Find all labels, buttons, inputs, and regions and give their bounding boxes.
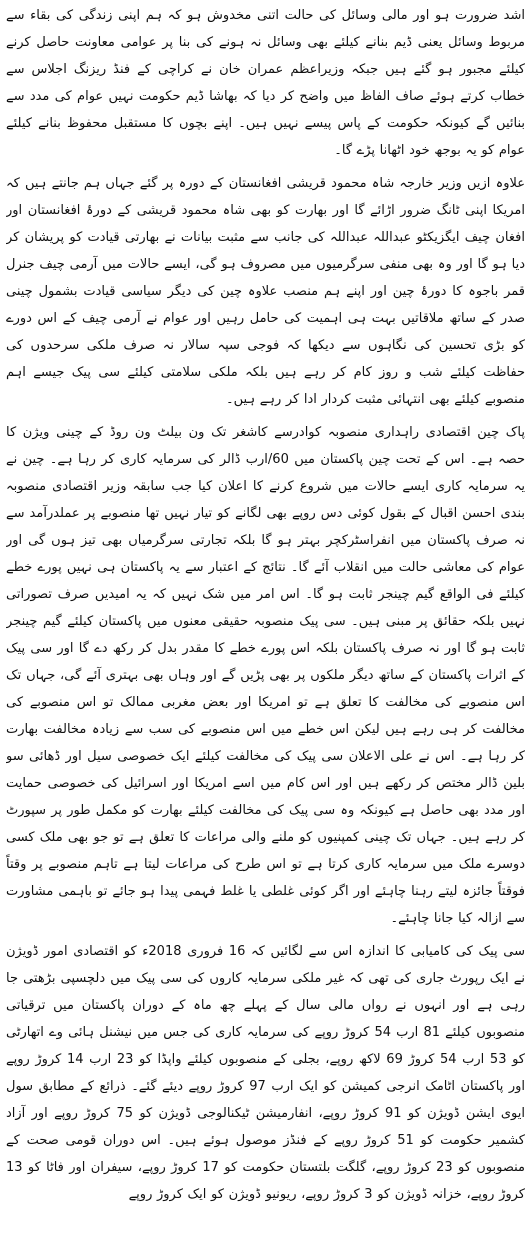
paragraph-cpec-investment-report: سی پیک کی کامیابی کا اندازہ اس سے لگائیں کہ 16 فروری 2018ء کو اقتصادی امور ڈویژن نے ایک رپورٹ جاری کی تھی کہ غیر ملکی سرمایہ کاروں کی سی پیک میں دلچسپی بڑھتی جا رہی ہے اور انہوں نے رواں مالی سال کے پہلے چھ ماہ کے دوران پاکستان میں ترقیاتی منصوبوں کیلئے 81 ارب 54 کروڑ روپے کی سرمایہ کاری کی جس میں نیشنل ہائی وے اتھارٹی کو 53 ارب 54 کروڑ 69 لاکھ روپے، بجلی کے منصوبوں کیلئے واپڈا کو 23 ارب 14 کروڑ روپے اور پاکستان اٹامک انرجی کمیشن کو ایک ارب 97 کروڑ روپے دیئے گئے۔ ذرائع کے مطابق سول ایوی ایشن ڈویژن کو 91 کروڑ روپے، انفارمیشن ٹیکنالوجی ڈویژن کو 75 کروڑ روپے اور آزاد کشمیر حکومت کو 51 کروڑ روپے کے فنڈز موصول ہوئے ہیں۔ اس دوران قومی صحت کے منصوبوں کو 23 کروڑ روپے، گلگت بلتستان حکومت کو 17 کروڑ روپے، سیفران اور فاٹا کو 13 کروڑ روپے، خزانہ ڈویژن کو 3 کروڑ روپے، ریونیو ڈویژن کو ایک کروڑ روپے (6, 944, 525, 1202)
paragraph-cpec-overview: پاک چین اقتصادی راہداری منصوبہ کوادرسے کاشغر تک ون بیلٹ ون روڈ کے چینی ویژن کا حصہ ہے۔ اس کے تحت چین پاکستان میں 60/ارب ڈالر کی سرمایہ کاری کر رہا ہے۔ چین نے یہ سرمایہ کاری ایسے حالات میں شروع کرنے کا اعلان کیا جب سابقہ وزیر اقتصادی منصوبہ بندی احسن اقبال کے بقول کوئی دس روپے بھی لگانے کو تیار نہیں تھا منصوبے پر عملدرآمد سے نہ صرف پاکستان میں انفراسٹرکچر بہتر ہو گا بلکہ تجارتی سرگرمیاں بھی تیز ہوں گی اور عوام کی معاشی حالت میں انقلاب آئے گا۔ نتائج کے اعتبار سے یہ پاکستان ہی نہیں پورے خطے کیلئے فی الواقع گیم چینجر ثابت ہو گا۔ اس امر میں شک نہیں کہ یہ امیدیں صرف تصوراتی نہیں بلکہ حقائق پر مبنی ہیں۔ سی پیک منصوبہ حقیقی معنوں میں پاکستان کیلئے گیم چینجر ثابت ہو گا اور نہ صرف پاکستان بلکہ اس پورے خطے کا مقدر بدل کر رکھ دے گا اور سی پیک کے اثرات پاکستان کے ساتھ دیگر ملکوں پر بھی پڑیں گے اور وہاں بھی بہتری آئے گی، جہاں تک اس منصوبے کی مخالفت کا تعلق ہے تو امریکا اور بعض مغربی ممالک تو اس منصوبے کی مخالفت کر ہی رہے ہیں لیکن اس خطے میں اس منصوبے کی سب سے زیادہ مخالفت بھارت کر رہا ہے۔ اس نے علی الاعلان سی پیک کی مخالفت کیلئے ایک خصوصی سیل اور ڈھائی سو بلین ڈالر مختص کر رکھے ہیں اور اس کام میں اسے امریکا اور اسرائیل کی خصوصی حمایت اور مدد بھی حاصل ہے کیونکہ وہ سی پیک کی مخالفت کیلئے بھارت کو مکمل طور پر سپورٹ کر رہے ہیں۔ جہاں تک چینی کمپنیوں کو ملنے والی مراعات کا تعلق ہے تو جو بھی ملک کسی دوسرے ملک میں سرمایہ کاری کرتا ہے تو اس طرح کی مراعات لیتا ہے تاہم منصوبے پر وقتاً فوقتاً جائزہ لیتے رہنا چاہئے اور اگر کوئی غلطی یا غلط فہمی پیدا ہو جائے تو باہمی مشاورت سے ازالہ کیا جانا چاہئے۔ (6, 425, 525, 926)
paragraph-foreign-visits: علاوہ ازیں وزیر خارجہ شاہ محمود قریشی افغانستان کے دورہ پر گئے جہاں ہم جانتے ہیں کہ امریکا اپنی ٹانگ ضرور اڑائے گا اور بھارت کو بھی شاہ محمود قریشی کے دورۂ افغانستان اور افغان چیف ایگزیکٹو عبداللہ عبداللہ کی جانب سے مثبت بیانات نے بھارتی قیادت کو پریشان کر دیا ہو گا اور وہ بھی منفی سرگرمیوں میں مصروف ہو گی، ایسے حالات میں آرمی چیف جنرل قمر باجوہ کا دورۂ چین اور اپنے ہم منصب علاوہ چین کی دیگر سیاسی قیادت بشمول چینی صدر کے ساتھ ملاقاتیں بہت ہی اہمیت کی حامل رہیں اور عوام نے آرمی چیف کے اس دورے کو بڑی تحسین کی نگاہوں سے دیکھا کہ فوجی سپہ سالار نہ صرف ملکی سرحدوں کی حفاظت کیلئے شب و روز کام کر رہے ہیں بلکہ ملکی سلامتی کیلئے سی پیک جیسے اہم منصوبے کیلئے بھی انتہائی مثبت کردار ادا کر رہے ہیں۔ (6, 176, 525, 407)
article-body (6, 2, 525, 1258)
paragraph-dam-funding: اشد ضرورت ہو اور مالی وسائل کی حالت اتنی مخدوش ہو کہ ہم اپنی زندگی کی بقاء سے مربوط وسائل یعنی ڈیم بنانے کیلئے بھی وسائل نہ ہونے کی بنا پر عوامی معاونت حاصل کرنے کیلئے مجبور ہو گئے ہیں جبکہ وزیراعظم عمران خان نے کراچی کے فنڈ ریزنگ اجلاس سے خطاب کرتے ہوئے صاف الفاظ میں واضح کر دیا کہ بھاشا ڈیم حکومت نہیں عوام کی مدد سے بنائیں گے کیونکہ حکومت کے پاس پیسے نہیں ہیں۔ اپنے بچوں کا مستقبل محفوظ بنانے کیلئے عوام کو یہ بوجھ خود اٹھانا پڑے گا۔ (6, 8, 525, 158)
